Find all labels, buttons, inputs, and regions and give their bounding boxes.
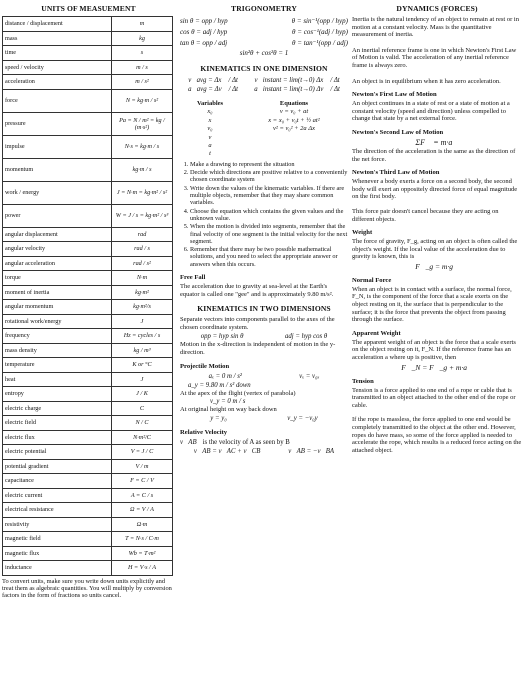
units-row xyxy=(3,135,173,158)
arccos-def: θ = cos⁻¹(adj / hyp) xyxy=(292,28,348,36)
kin1-title: KINEMATICS IN ONE DIMENSION xyxy=(200,64,328,73)
trig-row-1 xyxy=(180,16,348,27)
quantity-cell: electric potential xyxy=(3,445,112,460)
units-row xyxy=(3,372,173,387)
kinematics-column xyxy=(180,0,348,456)
unit-cell: H = V·s / A xyxy=(112,561,173,576)
inertial-frame-text: An inertial reference frame is one in which Newton's First Law of Motion is valid. The acceleration of any inertial reference frame is always zero. xyxy=(352,46,517,69)
unit-cell: N·s = kg·m / s xyxy=(112,135,173,158)
equation-item: x = x₀ + v₀t + ½ at² xyxy=(268,116,320,124)
unit-cell: m / s² xyxy=(112,75,173,90)
unit-cell: m xyxy=(112,17,173,32)
step-item: 4. Choose the equation which contains the given values and the unknown value. xyxy=(190,208,348,223)
variables-header: Variables xyxy=(196,100,224,107)
third-law-text: Whenever a body exerts a force on a second body, the second body will exert an oppositely directed force of equal magnitude on the first body. xyxy=(352,178,518,201)
relvel-def-row xyxy=(180,438,348,447)
unit-cell: Pa = N / m² = kg / (m·s²) xyxy=(112,112,173,135)
units-title: UNITS OF MEASUEMENT xyxy=(41,4,136,13)
opp-component: opp = hyp sin θ xyxy=(200,333,244,341)
quantity-cell: potential gradient xyxy=(3,459,112,474)
relvel-sum: v⃗AB = v⃗AC + v⃗CB xyxy=(193,447,261,455)
weight-equation: F⃗_g = m·g⃗ xyxy=(415,261,459,271)
units-table xyxy=(2,16,173,576)
units-row xyxy=(3,445,173,460)
unit-cell: kg xyxy=(112,31,173,46)
units-row xyxy=(3,158,173,181)
equation-item: v² = v₀² + 2a Δx xyxy=(272,125,316,133)
quantity-cell: pressure xyxy=(3,112,112,135)
units-row xyxy=(3,546,173,561)
step-item: 2. Decide which directions are positive relative to a conveniently chosen coordinate system xyxy=(190,169,348,184)
unit-cell: J xyxy=(112,372,173,387)
y-equation: y = y₀ xyxy=(210,414,227,422)
unit-cell: kg·m²/s xyxy=(112,300,173,315)
unit-cell: F = C / V xyxy=(112,474,173,489)
unit-cell: Wb = T·m² xyxy=(112,546,173,561)
relvel-title: Relative Velocity xyxy=(180,428,228,436)
units-row xyxy=(3,17,173,32)
kin1-accel-row xyxy=(180,85,348,94)
second-law-equation: ΣF⃗ = m·a⃗ xyxy=(415,137,459,147)
freefall-title: Free Fall xyxy=(180,274,206,281)
kinematic-variables xyxy=(180,100,348,159)
units-row xyxy=(3,285,173,300)
relvel-eq-row xyxy=(180,447,348,456)
units-row xyxy=(3,358,173,373)
unit-cell: C xyxy=(112,401,173,416)
quantity-cell: angular velocity xyxy=(3,242,112,257)
quantity-cell: impulse xyxy=(3,135,112,158)
tan-def: tan θ = opp / adj xyxy=(180,39,228,47)
units-row xyxy=(3,343,173,358)
equations-header: Equations xyxy=(279,100,309,107)
quantity-cell: torque xyxy=(3,271,112,286)
units-row xyxy=(3,401,173,416)
kinematics-steps xyxy=(180,161,348,268)
apparent-weight-text: The apparent weight of an object is the force that a scale exerts on the object resting on it, F_N. If the reference frame has an acceleration a where up is positive, then xyxy=(352,338,516,362)
quantity-cell: electric charge xyxy=(3,401,112,416)
equation-item: v = v₀ + at xyxy=(279,108,309,116)
unit-cell: N = kg·m / s² xyxy=(112,89,173,112)
first-law-text: An object continues in a state of rest or a state of motion at a constant velocity (speed and direction) unless compelled to change that state by a net external force. xyxy=(352,100,510,123)
kin2-text-1: Separate vectors into components parallel to the axes of the chosen coordinate system. xyxy=(180,316,335,331)
quantity-cell: power xyxy=(3,204,112,227)
projectile-title: Projectile Motion xyxy=(180,362,230,370)
variable-item: v xyxy=(208,133,212,141)
unit-cell: kg·m / s xyxy=(112,158,173,181)
trig-row-3 xyxy=(180,38,348,49)
units-row xyxy=(3,488,173,503)
unit-cell: J xyxy=(112,314,173,329)
unit-cell: A = C / s xyxy=(112,488,173,503)
second-law-text: The direction of the acceleration is the same as the direction of the net force. xyxy=(352,147,516,163)
quantity-cell: moment of inertia xyxy=(3,285,112,300)
units-row xyxy=(3,532,173,547)
units-row xyxy=(3,430,173,445)
vab-symbol: v⃗AB xyxy=(180,438,197,446)
quantity-cell: inductance xyxy=(3,561,112,576)
units-row xyxy=(3,329,173,344)
weight-title: Weight xyxy=(352,229,373,237)
instant-acceleration: a⃗instant = lim(t→0) Δv⃗ / Δt xyxy=(254,86,340,93)
unit-cell: N·m²/C xyxy=(112,430,173,445)
units-row xyxy=(3,46,173,61)
avg-acceleration: a⃗avg = Δv⃗ / Δt xyxy=(188,86,239,93)
variable-item: x xyxy=(208,116,212,124)
quantity-cell: time xyxy=(3,46,112,61)
units-row xyxy=(3,387,173,402)
unit-cell: rad / s² xyxy=(112,256,173,271)
variable-item: v₀ xyxy=(207,125,213,133)
variable-item: a xyxy=(208,142,212,150)
quantity-cell: magnetic flux xyxy=(3,546,112,561)
step-item: 1. Make a drawing to represent the situation xyxy=(190,161,348,168)
variables-list xyxy=(180,100,240,159)
quantity-cell: electric field xyxy=(3,416,112,431)
quantity-cell: resistivity xyxy=(3,517,112,532)
step-item: 6. Remember that there may be two possible mathematical solutions, and you need to select the appropriate answer or answers when this occurs. xyxy=(190,246,348,268)
second-law-title: Newton's Second Law of Motion xyxy=(352,128,444,136)
ax-equation: aₓ = 0 m / s² xyxy=(208,372,242,380)
adj-component: adj = hyp cos θ xyxy=(284,333,328,341)
units-row xyxy=(3,256,173,271)
equations-list xyxy=(240,100,348,159)
units-row xyxy=(3,242,173,257)
unit-cell: N / C xyxy=(112,416,173,431)
variable-item: x₀ xyxy=(207,108,213,116)
quantity-cell: electric flux xyxy=(3,430,112,445)
unit-cell: s xyxy=(112,46,173,61)
vab-definition: is the velocity of A as seen by B xyxy=(202,438,290,446)
unit-cell: J = N·m = kg·m² / s² xyxy=(112,181,173,204)
quantity-cell: angular momentum xyxy=(3,300,112,315)
equilibrium-text: An object is in equilibrium when it has zero acceleration. xyxy=(352,77,501,85)
unit-cell: N·m xyxy=(112,271,173,286)
normal-force-title: Normal Force xyxy=(352,276,392,284)
quantity-cell: angular displacement xyxy=(3,227,112,242)
quantity-cell: magnetic field xyxy=(3,532,112,547)
inertia-text: Inertia is the natural tendency of an object to remain at rest or in motion at a constant velocity. Mass is the quantitative measurement of inertia. xyxy=(352,16,519,39)
apex-equation: v_y = 0 m / s xyxy=(210,398,246,406)
quantity-cell: mass density xyxy=(3,343,112,358)
apparent-weight-title: Apparent Weight xyxy=(352,329,401,337)
units-row xyxy=(3,112,173,135)
unit-cell: kg / m³ xyxy=(112,343,173,358)
unit-cell: m / s xyxy=(112,60,173,75)
unit-cell: kg·m² xyxy=(112,285,173,300)
arcsin-def: θ = sin⁻¹(opp / hyp) xyxy=(291,17,348,25)
freefall-text: The acceleration due to gravity at sea-level at the Earth's equator is called one "gee" and is approximately 9.80 m/s². xyxy=(180,283,334,298)
unit-cell: Ω = V / A xyxy=(112,503,173,518)
units-row xyxy=(3,517,173,532)
arctan-def: θ = tan⁻¹(opp / adj) xyxy=(292,39,348,47)
dynamics-column xyxy=(352,0,522,459)
units-row xyxy=(3,31,173,46)
quantity-cell: entropy xyxy=(3,387,112,402)
return-text: At original height on way back down xyxy=(180,406,277,414)
units-row xyxy=(3,459,173,474)
units-row xyxy=(3,204,173,227)
kin2-text-2: Motion in the x-direction is independent of motion in the y-direction. xyxy=(180,341,336,356)
normal-force-text: When an object is in contact with a surface, the normal force, F_N, is the component of the force that a scale exerts on the object resting on it, the surface that is perpendicular to the surface; it is the force that prevents the object from passing through the surface. xyxy=(352,285,512,324)
quantity-cell: acceleration xyxy=(3,75,112,90)
kin2-title: KINEMATICS IN TWO DIMENSIONS xyxy=(197,304,331,314)
pythagorean-identity: sin²θ + cos²θ = 1 xyxy=(239,49,289,57)
apex-text: At the apex of the flight (vertex of parabola) xyxy=(180,389,296,397)
units-row xyxy=(3,503,173,518)
units-row xyxy=(3,75,173,90)
weight-text: The force of gravity, F_g, acting on an object is often called the object's weight. If the local value of the acceleration due to gravity is known, this is xyxy=(352,238,518,261)
quantity-cell: angular acceleration xyxy=(3,256,112,271)
quantity-cell: mass xyxy=(3,31,112,46)
return-row xyxy=(180,414,348,423)
unit-cell: rad / s xyxy=(112,242,173,257)
projectile-row-1 xyxy=(180,372,348,381)
quantity-cell: heat xyxy=(3,372,112,387)
unit-cell: J / K xyxy=(112,387,173,402)
unit-cell: V / m xyxy=(112,459,173,474)
avg-velocity: v⃗avg = Δx⃗ / Δt xyxy=(188,77,238,84)
dyn-title: DYNAMICS (FORCES) xyxy=(396,4,478,13)
third-law-title: Newton's Third Law of Motion xyxy=(352,169,440,177)
apparent-weight-equation: F⃗_N = F⃗_g + m·a⃗ xyxy=(401,362,473,372)
instant-velocity: v⃗instant = lim(t→0) Δx⃗ / Δt xyxy=(254,77,340,84)
tension-title: Tension xyxy=(352,377,374,385)
cos-def: cos θ = adj / hyp xyxy=(180,28,228,36)
unit-cell: V = J / C xyxy=(112,445,173,460)
third-law-note: This force pair doesn't cancel because they are acting on different objects. xyxy=(352,207,499,223)
step-item: 3. Write down the values of the kinematic variables. If there are multiple objects, remember that they may share common variables. xyxy=(190,185,348,207)
tension-note: If the rope is massless, the force applied to one end would be completely transmitted to the object at the other end. However, ropes do have mass, so some of the force applied is needed to accelerate the rope, which results is a reduced force acting on the attached object. xyxy=(352,416,522,454)
unit-cell: Ω·m xyxy=(112,517,173,532)
units-note: To convert units, make sure you write down units explicitly and treat them as algebraic quantities. You will multiply by conversion factors in the form of fractions so units cancel. xyxy=(2,577,172,600)
vy-equation: v_y = −v₀y xyxy=(287,414,318,422)
quantity-cell: force xyxy=(3,89,112,112)
units-row xyxy=(3,416,173,431)
quantity-cell: work / energy xyxy=(3,181,112,204)
trig-row-2 xyxy=(180,27,348,38)
quantity-cell: speed / velocity xyxy=(3,60,112,75)
ay-equation: a_y = 9.80 m / s² down xyxy=(188,381,251,389)
vx-equation: vₓ = v₀ₓ xyxy=(299,372,320,380)
kin1-velocity-row xyxy=(180,76,348,85)
projectile-row-2 xyxy=(180,381,348,390)
unit-cell: T = N·s / C·m xyxy=(112,532,173,547)
first-law-title: Newton's First Law of Motion xyxy=(352,91,437,99)
unit-cell: rad xyxy=(112,227,173,242)
trig-title: TRIGONOMETRY xyxy=(231,4,297,13)
quantity-cell: capacitance xyxy=(3,474,112,489)
quantity-cell: electrical resistance xyxy=(3,503,112,518)
unit-cell: W = J / s = kg·m² / s³ xyxy=(112,204,173,227)
units-row xyxy=(3,300,173,315)
component-row xyxy=(180,332,348,341)
variable-item: t xyxy=(209,150,211,158)
units-row xyxy=(3,89,173,112)
tension-text: Tension is a force applied to one end of a rope or cable that is transmitted to an object attached to the other end of the rope or cable. xyxy=(352,386,516,409)
quantity-cell: distance / displacement xyxy=(3,17,112,32)
quantity-cell: momentum xyxy=(3,158,112,181)
unit-cell: Hz = cycles / s xyxy=(112,329,173,344)
quantity-cell: frequency xyxy=(3,329,112,344)
units-row xyxy=(3,60,173,75)
step-item: 5. When the motion is divided into segments, remember that the final velocity of one segment is the initial velocity for the next segment. xyxy=(190,223,348,245)
units-row xyxy=(3,271,173,286)
relvel-inverse: v⃗AB = −v⃗BA xyxy=(288,447,335,455)
units-row xyxy=(3,181,173,204)
units-row xyxy=(3,314,173,329)
unit-cell: K or °C xyxy=(112,358,173,373)
units-row xyxy=(3,474,173,489)
sin-def: sin θ = opp / hyp xyxy=(180,17,228,25)
units-row xyxy=(3,227,173,242)
quantity-cell: temperature xyxy=(3,358,112,373)
units-column xyxy=(2,0,175,600)
quantity-cell: rotational work/energy xyxy=(3,314,112,329)
units-row xyxy=(3,561,173,576)
quantity-cell: electric current xyxy=(3,488,112,503)
